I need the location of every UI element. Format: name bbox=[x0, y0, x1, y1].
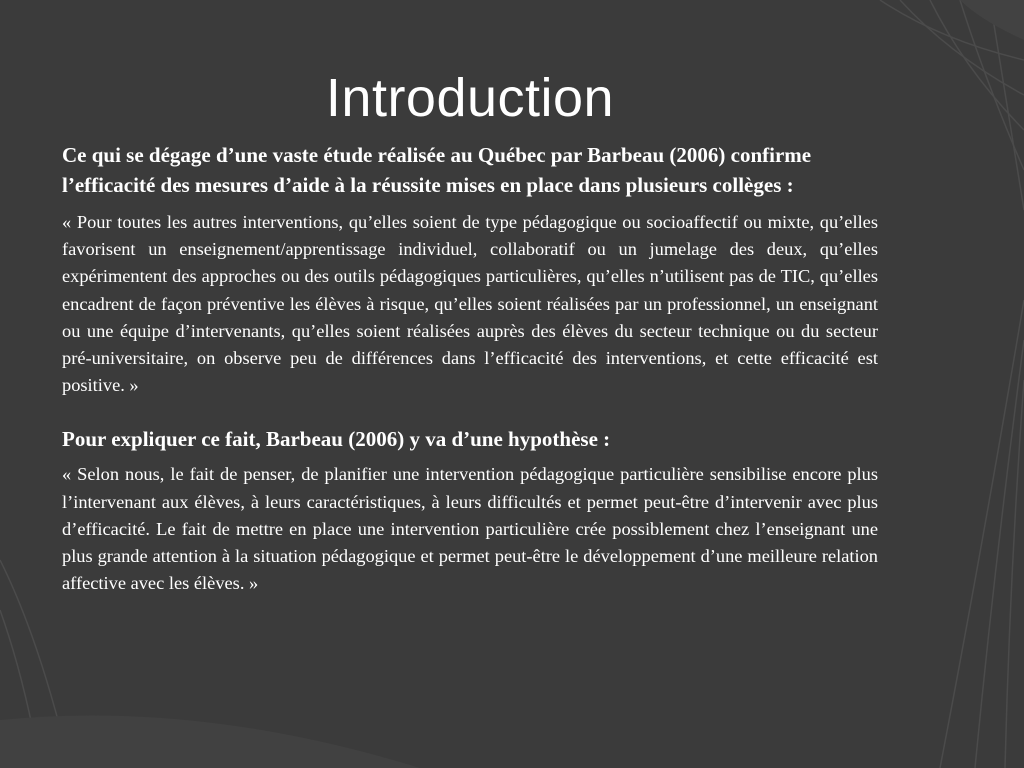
quote-hypothesis: « Selon nous, le fait de penser, de planifier une intervention pédagogique particulière sensibilise encore plus l’intervenant aux élèves, à leurs caractéristiques, à leurs difficultés et permet peut-être d’intervenir avec plus d’efficacité. Le fait de mettre en place une intervention particulière crée possiblement chez l’enseignant une plus grande attention à la situation pédagogique et permet peut-être le développement d’une meilleure relation affective avec les élèves. » bbox=[62, 464, 878, 594]
slide-title: Introduction bbox=[325, 68, 615, 128]
section-heading-hypothesis: Pour expliquer ce fait, Barbeau (2006) y va d’une hypothèse : bbox=[62, 427, 611, 452]
quote-interventions: « Pour toutes les autres interventions, qu’elles soient de type pédagogique ou socioaffectif ou mixte, qu’elles favorisent un enseignement/apprentissage individuel, collaboratif ou un jumelage des deux, qu’elles expérimentent des approches ou des outils pédagogiques particulières, qu’elles n’utilisent pas de TIC, qu’elles encadrent de façon préventive les élèves à risque, qu’elles soient réalisées par un professionnel, un enseignant ou une équipe d’intervenants, qu’elles soient réalisées auprès des élèves du secteur technique ou du secteur pré-universitaire, on observe peu de différences dans l’efficacité des interventions, et cette efficacité est positive. » bbox=[62, 212, 878, 396]
slide-body bbox=[62, 140, 878, 597]
section-heading-study: Ce qui se dégage d’une vaste étude réalisée au Québec par Barbeau (2006) confirme l’efficacité des mesures d’aide à la réussite mises en place dans plusieurs collèges : bbox=[62, 143, 812, 197]
